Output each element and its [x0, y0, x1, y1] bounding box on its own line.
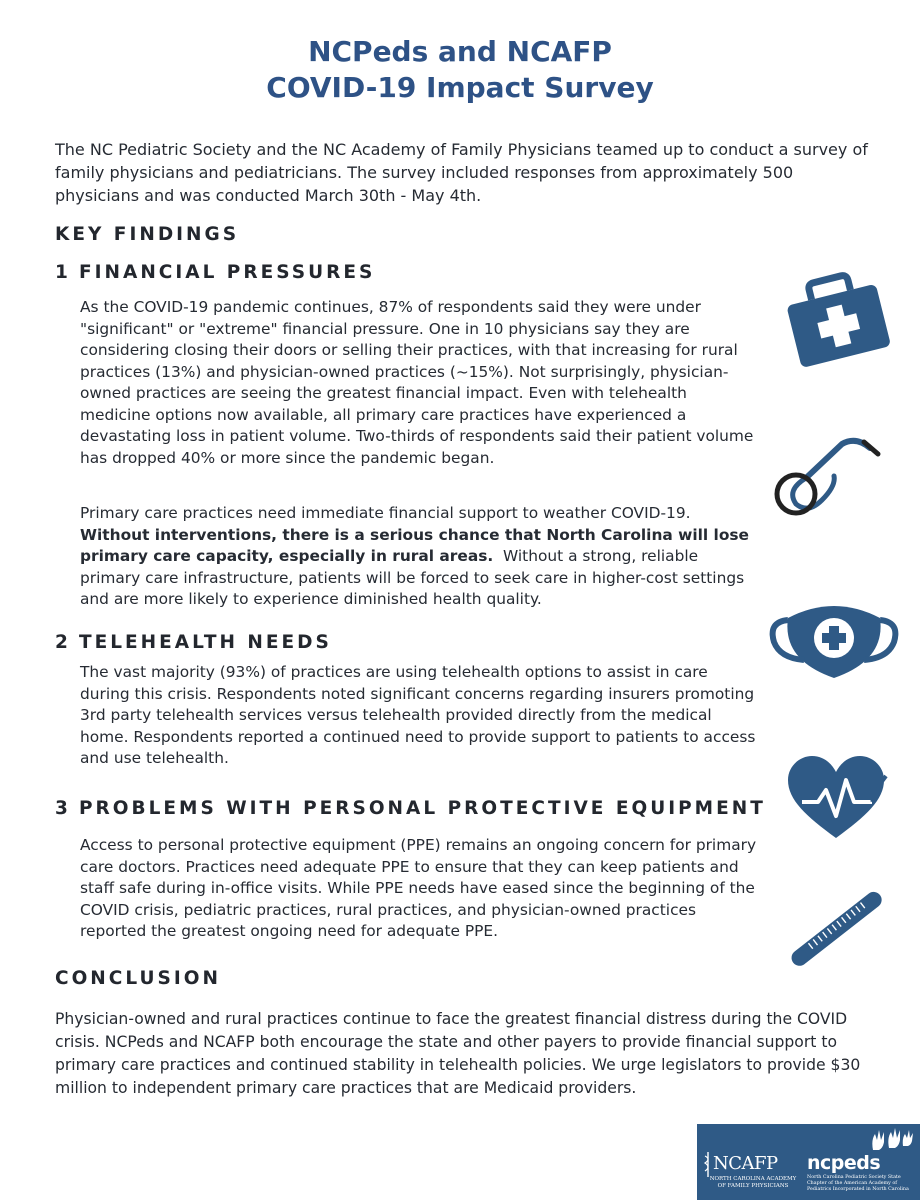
title-line-1: NCPeds and NCAFP [308, 35, 612, 68]
title-line-2: COVID-19 Impact Survey [266, 71, 654, 104]
first-aid-kit-icon [778, 268, 898, 372]
section-1-paragraph-1: As the COVID-19 pandemic continues, 87% of respondents said they were under "significant" or "extreme" financial pressure. One in 10 physicians say they are considering closing their doors or selling their practices, with that increasing for rural practices (13%) and physician-owned practices (~15%). Not surprisingly, physician-owned practices are seeing the greatest financial impact. Even with telehealth medicine options now available, all primary care practices have experienced a devastating loss in patient volume. Two-thirds of respondents said their patient volume has dropped 40% or more since the pandemic began. [80, 298, 754, 467]
heartbeat-icon [782, 750, 890, 844]
ncafp-logo-subtitle: NORTH CAROLINA ACADEMY OF FAMILY PHYSICIANS [709, 1176, 797, 1189]
caduceus-icon [703, 1150, 713, 1178]
section-1-paragraph-2 [80, 503, 762, 611]
conclusion-heading: CONCLUSION [55, 968, 221, 989]
section-3-number: 3 [55, 798, 68, 819]
section-1-paragraph-2-bold: Without interventions, there is a serious chance that North Carolina will lose primary care capacity, especially in rural areas. [80, 525, 749, 565]
section-1-heading [55, 262, 375, 283]
page-title [0, 34, 920, 106]
section-1-number: 1 [55, 262, 68, 283]
ncafp-logo-name: NCAFP [713, 1153, 778, 1174]
section-2-paragraph: The vast majority (93%) of practices are using telehealth options to assist in care during this crisis. Respondents noted significant concerns regarding insurers promoting 3rd party telehealth services versus telehealth provided directly from the medical home. Respondents reported a continued need to provide support to patients to access and use telehealth. [80, 663, 756, 767]
section-1-paragraph-2-start: Primary care practices need immediate financial support to weather COVID-19. [80, 504, 691, 522]
conclusion-paragraph: Physician-owned and rural practices continue to face the greatest financial distress during the COVID crisis. NCPeds and NCAFP both encourage the state and other payers to provide financial support to primary care practices and continued stability in telehealth policies. We urge legislators to provide $30 million to independent primary care practices that are Medicaid providers. [55, 1010, 861, 1097]
footer-logos [697, 1124, 920, 1200]
ncpeds-logo-name: ncpeds [807, 1152, 881, 1174]
thermometer-icon [782, 882, 894, 976]
section-1-title: FINANCIAL PRESSURES [79, 262, 376, 283]
hands-icon [867, 1126, 915, 1152]
section-3-title: PROBLEMS WITH PERSONAL PROTECTIVE EQUIPMENT [79, 798, 766, 819]
section-2-number: 2 [55, 632, 68, 653]
section-3-paragraph: Access to personal protective equipment (PPE) remains an ongoing concern for primary care doctors. Practices need adequate PPE to ensure that they can keep patients and staff safe during in-office visits. While PPE needs have eased since the beginning of the COVID crisis, pediatric practices, rural practices, and physician-owned practices reported the greatest ongoing need for adequate PPE. [80, 836, 757, 940]
face-mask-icon [768, 590, 900, 686]
stethoscope-icon [770, 432, 888, 524]
section-3-heading [55, 798, 766, 819]
intro-paragraph: The NC Pediatric Society and the NC Academy of Family Physicians teamed up to conduct a survey of family physicians and pediatricians. The survey included responses from approximately 500 physicians and was conducted March 30th - May 4th. [55, 140, 868, 205]
section-1-paragraph-2-end: Without a strong, reliable primary care infrastructure, patients will be forced to seek care in higher-cost settings and are more likely to experience diminished health quality. [80, 547, 745, 608]
ncpeds-logo-subtitle: North Carolina Pediatric Society State Chapter of the American Academy of Pediatrics Incorporated in North Carolina [807, 1175, 909, 1192]
key-findings-heading: KEY FINDINGS [55, 224, 240, 245]
section-2-heading [55, 632, 332, 653]
section-2-title: TELEHEALTH NEEDS [79, 632, 332, 653]
